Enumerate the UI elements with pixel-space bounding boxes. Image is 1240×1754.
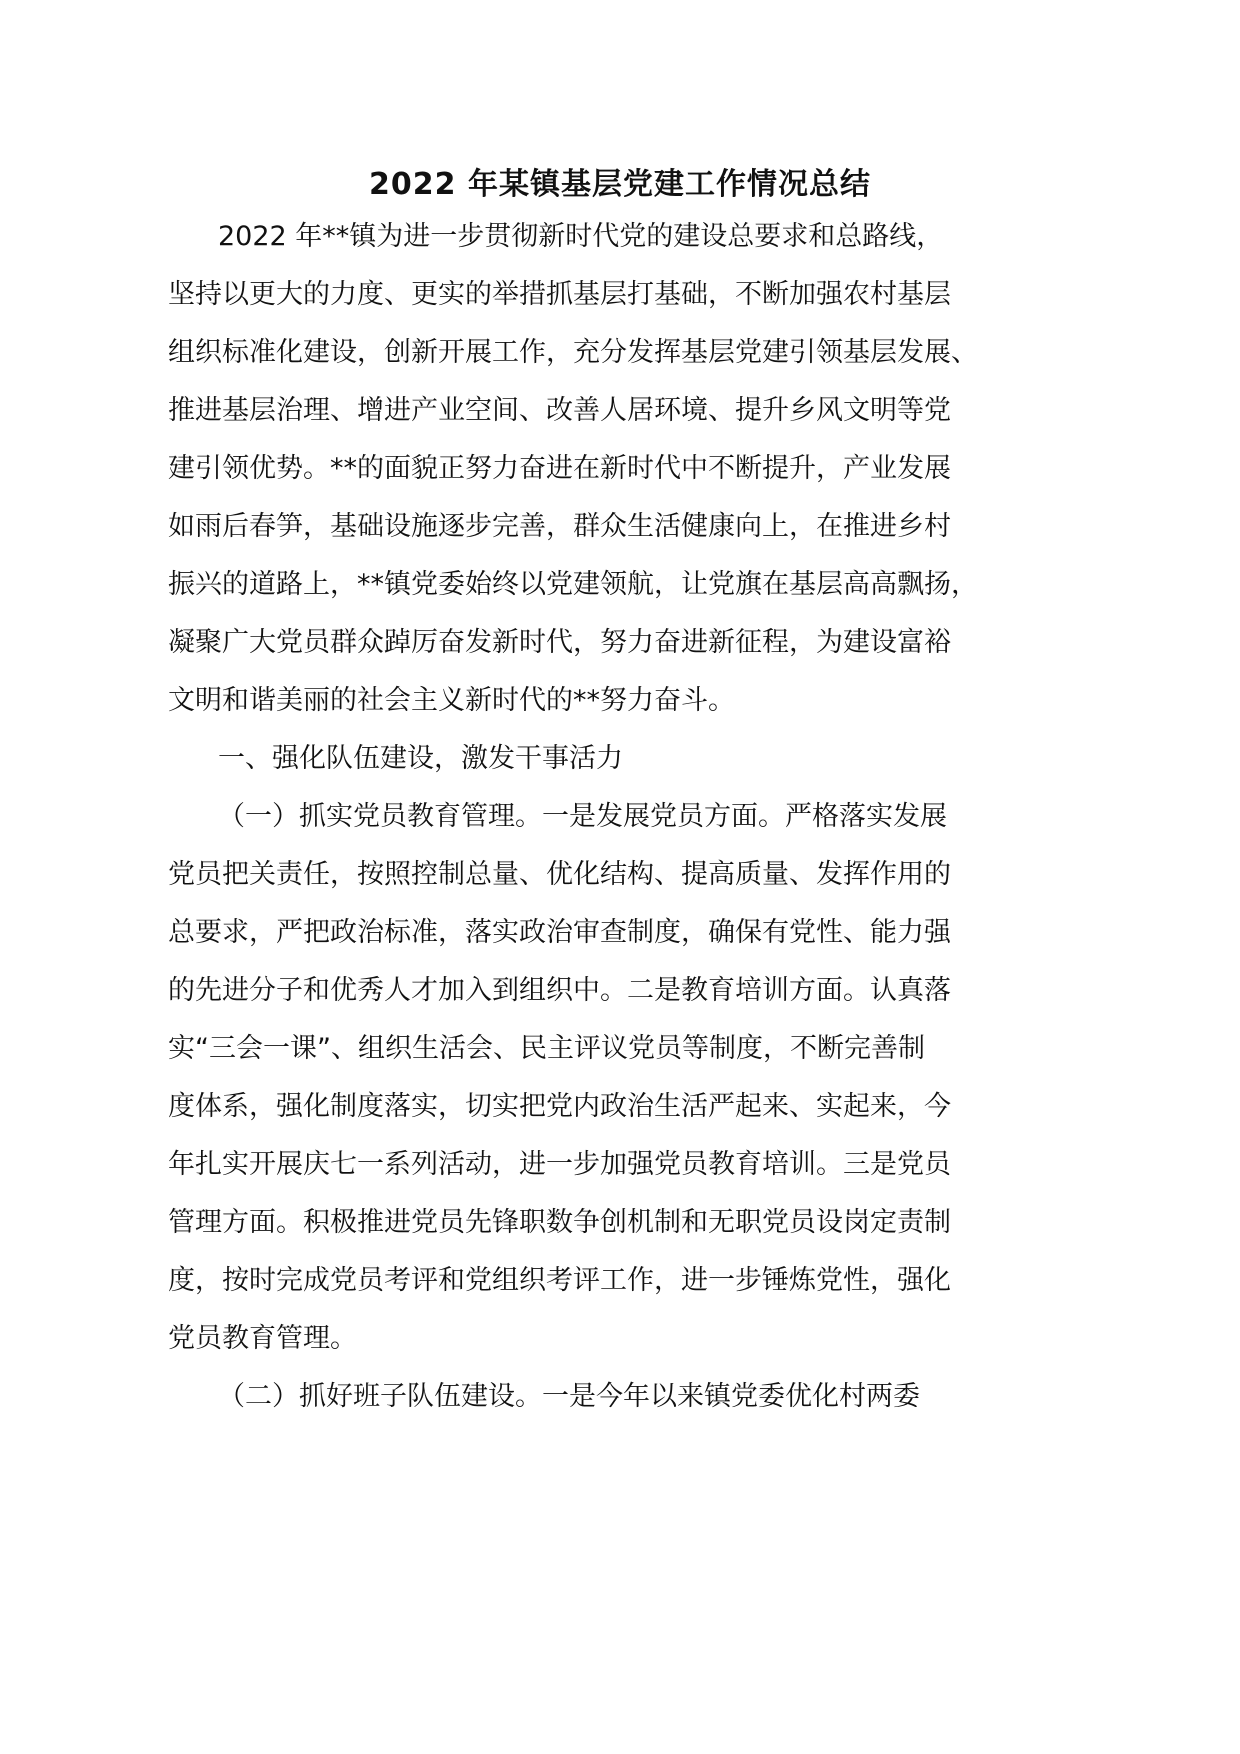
paragraph-2-line-5: 实“三会一课”、组织生活会、民主评议党员等制度，不断完善制 (168, 1033, 925, 1064)
section-heading-1: 一、强化队伍建设，激发干事活力 (218, 743, 623, 774)
paragraph-1-line-6: 如雨后春笋，基础设施逐步完善，群众生活健康向上，在推进乡村 (168, 511, 951, 542)
paragraph-2-line-4: 的先进分子和优秀人才加入到组织中。二是教育培训方面。认真落 (168, 975, 951, 1006)
paragraph-1-line-7: 振兴的道路上，**镇党委始终以党建领航，让党旗在基层高高飘扬， (168, 569, 978, 600)
paragraph-1-line-1: 2022 年**镇为进一步贯彻新时代党的建设总要求和总路线， (218, 221, 944, 252)
paragraph-1-line-8: 凝聚广大党员群众踔厉奋发新时代，努力奋进新征程，为建设富裕 (168, 627, 951, 658)
paragraph-2-line-8: 管理方面。积极推进党员先锋职数争创机制和无职党员设岗定责制 (168, 1207, 951, 1238)
paragraph-2-line-9: 度，按时完成党员考评和党组织考评工作，进一步锤炼党性，强化 (168, 1265, 951, 1296)
paragraph-2-line-3: 总要求，严把政治标准，落实政治审查制度，确保有党性、能力强 (168, 917, 951, 948)
paragraph-1-line-3: 组织标准化建设，创新开展工作，充分发挥基层党建引领基层发展、 (168, 337, 978, 368)
paragraph-2-line-1: （一）抓实党员教育管理。一是发展党员方面。严格落实发展 (218, 801, 947, 832)
paragraph-2-line-7: 年扎实开展庆七一系列活动，进一步加强党员教育培训。三是党员 (168, 1149, 951, 1180)
paragraph-2-line-10: 党员教育管理。 (168, 1323, 357, 1354)
paragraph-1-line-9: 文明和谐美丽的社会主义新时代的**努力奋斗。 (168, 685, 735, 716)
paragraph-1-line-4: 推进基层治理、增进产业空间、改善人居环境、提升乡风文明等党 (168, 395, 951, 426)
paragraph-1-line-2: 坚持以更大的力度、更实的举措抓基层打基础，不断加强农村基层 (168, 279, 951, 310)
paragraph-2-line-6: 度体系，强化制度落实，切实把党内政治生活严起来、实起来，今 (168, 1091, 951, 1122)
paragraph-3-line-1: （二）抓好班子队伍建设。一是今年以来镇党委优化村两委 (218, 1381, 920, 1412)
paragraph-2-line-2: 党员把关责任，按照控制总量、优化结构、提高质量、发挥作用的 (168, 859, 951, 890)
paragraph-1-line-5: 建引领优势。**的面貌正努力奋进在新时代中不断提升，产业发展 (168, 453, 951, 484)
document-title: 2022 年某镇基层党建工作情况总结 (369, 167, 871, 202)
